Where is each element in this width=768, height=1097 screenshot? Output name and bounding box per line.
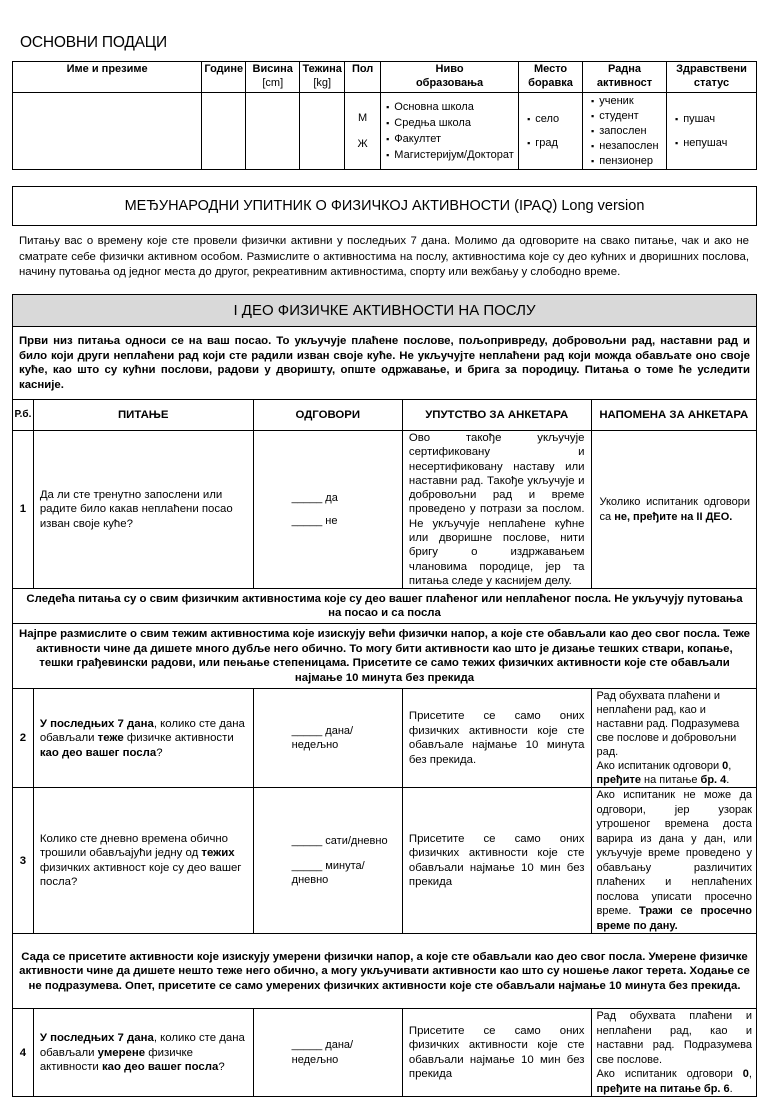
work-option[interactable]: ▪ пензионер xyxy=(591,154,666,169)
work-options xyxy=(583,93,667,170)
q3-answer-hours[interactable]: _____ сати/дневно xyxy=(291,835,388,848)
age-field[interactable] xyxy=(202,93,246,170)
header-work: Радна активност xyxy=(583,62,667,93)
q3-question: Колико сте дневно времена обично трошили обављајући једну од тежих физичких активност које су део вашег посла? xyxy=(33,788,253,934)
part1-table xyxy=(12,326,757,1097)
q3-answer-minutes[interactable]: _____ минута/дневно xyxy=(291,859,365,887)
q1-instruction: Ово такође укључује сертификовану и несертификовану наставу или наставни рад. Такође укључује и добровољни рад и време проведено у потрази за послом. Не укључује неплаћене кућне или дворишне послове, нити бригу о издржавањем члановима породице, јер та питања следе у каснијем делу. xyxy=(402,431,591,589)
header-education: Ниво образовања xyxy=(381,62,519,93)
q1-num: 1 xyxy=(13,431,34,589)
residence-option[interactable]: ▪ село xyxy=(527,107,582,131)
q2-note: Рад обухвата плаћени и неплаћени рад, као и наставни рад. Подразумева све послове и добровољни рад. Ако испитаник одговори 0, пређите на питање бр. 4. xyxy=(591,689,757,788)
q3-answers xyxy=(253,788,402,934)
header-answers: ОДГОВОРИ xyxy=(253,400,402,431)
moderate-intro: Сада се присетите активности које изискују умерени физички напор, а које сте обављали као део свог посла. Умерене физичке активности чине да дишете нешто теже него обично, а могу укључивати активности као што су ношење лаког терета. Ходање се не подразумева. Опет, присетите се само умерених физичких активности које сте обављали најмање 10 минута без прекида. xyxy=(13,934,757,1009)
table-row xyxy=(13,689,757,788)
q4-question: У последњих 7 дана, колико сте дана обављали умерене физичке активности као део вашег посла? xyxy=(33,1009,253,1097)
part1-intro: Први низ питања односи се на ваш посао. То укључује плаћене послове, пољопривреду, добровољни рад, наставни рад и било који други неплаћени рад који сте радили изван своје куће. Не укључујте неплаћени рад који можда обављате оно своје куће, као што су кућни послови, радови у дворишту, опште одржавање, и брига за породицу. Питања о томе ће уследити касније. xyxy=(13,327,757,400)
residence-options xyxy=(519,93,583,170)
education-option[interactable]: ▪ Магистеријум/Докторат xyxy=(386,147,518,163)
table-row xyxy=(13,788,757,934)
q1-answers xyxy=(253,431,402,589)
header-num: Р.б. xyxy=(13,400,34,431)
q1-note: Уколико испитаник одговори са не, пређите на II ДЕО. xyxy=(591,431,757,589)
q1-answer-yes[interactable]: _____ да xyxy=(291,492,338,505)
part1-title: I ДЕО ФИЗИЧКЕ АКТИВНОСТИ НА ПОСЛУ xyxy=(12,294,757,327)
weight-field[interactable] xyxy=(300,93,345,170)
header-height: Висина [cm] xyxy=(246,62,300,93)
q3-instruction: Присетите се само оних физичких активности које сте обављали најмање 10 мин без прекида xyxy=(402,788,591,934)
health-options xyxy=(667,93,757,170)
q2-answer[interactable]: _____ дана/недељно xyxy=(253,689,402,788)
header-weight: Тежина [kg] xyxy=(300,62,345,93)
q1-question: Да ли сте тренутно запослени или радите било какав неплаћени посао изван своје куће? xyxy=(33,431,253,589)
section-title: ОСНОВНИ ПОДАЦИ xyxy=(20,34,167,51)
q4-instruction: Присетите се само оних физичких активности које сте обављали најмање 10 мин без прекида xyxy=(402,1009,591,1097)
health-option[interactable]: ▪ пушач xyxy=(675,107,756,131)
sex-option-m[interactable]: М xyxy=(358,112,368,124)
header-age: Године xyxy=(202,62,246,93)
q4-num: 4 xyxy=(13,1009,34,1097)
education-option[interactable]: ▪ Средња школа xyxy=(386,115,518,131)
name-field[interactable] xyxy=(13,93,202,170)
work-option[interactable]: ▪ студент xyxy=(591,109,666,124)
table-row xyxy=(13,431,757,589)
q1-answer-no[interactable]: _____ не xyxy=(291,514,338,527)
ipaq-title: МЕЂУНАРОДНИ УПИТНИК О ФИЗИЧКОЈ АКТИВНОСТИ (IPAQ) Long version xyxy=(12,186,757,226)
header-residence: Место боравка xyxy=(519,62,583,93)
health-option[interactable]: ▪ непушач xyxy=(675,131,756,155)
sex-option-f[interactable]: Ж xyxy=(357,138,368,150)
table-row xyxy=(13,1009,757,1097)
height-field[interactable] xyxy=(246,93,300,170)
header-instructions: УПУТСТВО ЗА АНКЕТАРА xyxy=(402,400,591,431)
header-health: Здравствени статус xyxy=(667,62,757,93)
q3-num: 3 xyxy=(13,788,34,934)
q2-question: У последњих 7 дана, колико сте дана обављали теже физичке активности као део вашег посла? xyxy=(33,689,253,788)
q3-note: Ако испитаник не може да одговори, јер узорак утрошеног времена доста варира из дана у дан, или укључује време проведено у обављању различитих плаћених и неплаћених послова уписати просечно време. Тражи се просечно време по дану. xyxy=(591,788,757,934)
q2-num: 2 xyxy=(13,689,34,788)
header-question: ПИТАЊЕ xyxy=(33,400,253,431)
intro-text: Питању вас о времену које сте провели физички активни у последњих 7 дана. Молимо да одговорите на свако питање, чак и ако не сматрате себе физички активном особом. Размислите о активностима на послу, активностима које су део кућних и дворишних послова, начину путовања од једног места до другог, рекреативним активностима, спорту или вежбању у слободно време. xyxy=(19,235,749,278)
residence-option[interactable]: ▪ град xyxy=(527,131,582,155)
work-option[interactable]: ▪ запослен xyxy=(591,124,666,139)
work-option[interactable]: ▪ ученик xyxy=(591,94,666,109)
header-sex: Пол xyxy=(345,62,381,93)
vigorous-intro: Најпре размислите о свим тежим активностима које изискују већи физички напор, а које сте обављали као део свог посла. Теже активности чине да дишете много дубље него обично. То могу бити активности као што је дизање тешких ствари, копање, тешки грађевински радови, или пењање степеницама. Присетите се само тежих физичких активности које сте обављали најмање 10 минута без прекида xyxy=(13,624,757,689)
header-notes: НАПОМЕНА ЗА АНКЕТАРА xyxy=(591,400,757,431)
following-note: Следећа питања су о свим физичким активностима које су део вашег плаћеног или неплаћеног посла. Не укључују путовања на посао и са посла xyxy=(13,589,757,624)
work-option[interactable]: ▪ незапослен xyxy=(591,139,666,154)
q4-note: Рад обухвата плаћени и неплаћени рад, као и наставни рад. Подразумева све послове. Ако испитаник одговори 0, пређите на питање бр. 6. xyxy=(591,1009,757,1097)
education-options xyxy=(381,93,519,170)
header-name: Име и презиме xyxy=(13,62,202,93)
q4-answer[interactable]: _____ дана/недељно xyxy=(253,1009,402,1097)
demographics-table xyxy=(12,61,757,170)
education-option[interactable]: ▪ Факултет xyxy=(386,131,518,147)
education-option[interactable]: ▪ Основна школа xyxy=(386,99,518,115)
sex-options[interactable] xyxy=(345,93,381,170)
q2-instruction: Присетите се само оних физичких активности које сте обављале најмање 10 минута без прекида. xyxy=(402,689,591,788)
